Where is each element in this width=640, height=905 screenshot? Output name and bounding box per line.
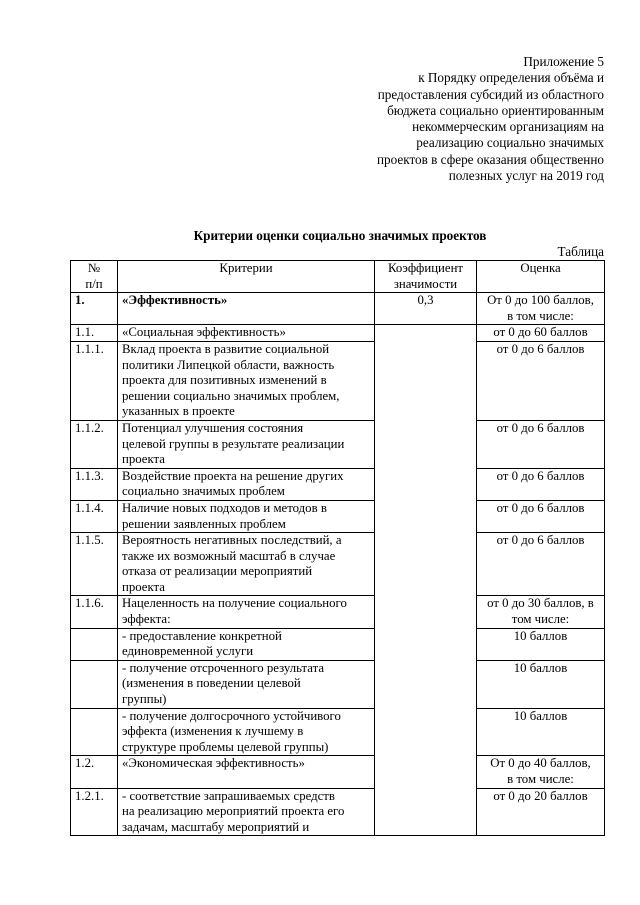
row-coefficient bbox=[375, 500, 477, 532]
row-score bbox=[477, 420, 605, 468]
header-num-line: п/п bbox=[85, 276, 103, 291]
row-number: 1.1. bbox=[71, 325, 118, 342]
score-line: от 0 до 20 баллов bbox=[493, 788, 588, 803]
score-line: 10 баллов bbox=[513, 708, 568, 723]
row-criteria bbox=[118, 596, 375, 628]
score-line: 10 баллов bbox=[513, 628, 568, 643]
score-line: в том числе: bbox=[507, 772, 574, 786]
row-number: 1.1.2. bbox=[71, 420, 118, 468]
table-row bbox=[71, 325, 605, 342]
row-score bbox=[477, 325, 605, 342]
score-line: От 0 до 100 баллов, bbox=[487, 293, 594, 308]
table-row bbox=[71, 660, 605, 708]
row-criteria bbox=[118, 660, 375, 708]
table-row bbox=[71, 500, 605, 532]
criteria-line: решении социально значимых проблем, bbox=[122, 388, 340, 403]
score-line: От 0 до 40 баллов, bbox=[490, 756, 591, 771]
criteria-table bbox=[70, 260, 605, 836]
header-score-line: Оценка bbox=[520, 261, 561, 275]
appendix-header bbox=[377, 54, 604, 184]
row-criteria bbox=[118, 628, 375, 660]
criteria-line: Воздействие проекта на решение других bbox=[122, 468, 344, 483]
criteria-line: эффекта: bbox=[122, 612, 171, 627]
row-coefficient bbox=[375, 596, 477, 628]
appendix-line: полезных услуг на 2019 год bbox=[448, 168, 604, 184]
row-criteria bbox=[118, 325, 375, 342]
row-coefficient bbox=[375, 468, 477, 500]
row-score bbox=[477, 341, 605, 420]
table-row bbox=[71, 293, 605, 325]
criteria-line: структуре проблемы целевой группы) bbox=[122, 739, 329, 754]
header-num bbox=[71, 261, 118, 293]
appendix-line: к Порядку определения объёма и bbox=[418, 70, 604, 86]
criteria-line: «Экономическая эффективность» bbox=[122, 756, 305, 771]
row-score bbox=[477, 500, 605, 532]
row-coefficient bbox=[375, 533, 477, 596]
criteria-line: политики Липецкой области, важность bbox=[122, 357, 335, 372]
row-coefficient bbox=[375, 788, 477, 836]
appendix-line: Приложение 5 bbox=[523, 54, 604, 69]
appendix-line: проектов в сфере оказания общественно bbox=[376, 151, 604, 167]
table-row bbox=[71, 596, 605, 628]
score-line: 10 баллов bbox=[513, 660, 568, 675]
criteria-line: целевой группы в результате реализации bbox=[122, 436, 345, 451]
row-number: 1.1.1. bbox=[71, 341, 118, 420]
criteria-line: задачам, масштабу мероприятий и bbox=[122, 819, 310, 834]
row-coefficient bbox=[375, 660, 477, 708]
table-header-row bbox=[71, 261, 605, 293]
row-criteria bbox=[118, 293, 375, 325]
table-row bbox=[71, 420, 605, 468]
table-body bbox=[71, 293, 605, 836]
criteria-line: (изменения в поведении целевой bbox=[122, 676, 301, 691]
row-number: 1. bbox=[71, 293, 118, 325]
criteria-line: Потенциал улучшения состояния bbox=[122, 420, 304, 435]
table-label: Таблица bbox=[557, 244, 604, 259]
header-criteria-line: Критерии bbox=[219, 261, 273, 275]
criteria-line: Наличие новых подходов и методов в bbox=[122, 500, 327, 515]
row-number: 1.1.6. bbox=[71, 596, 118, 628]
score-line: от 0 до 6 баллов bbox=[496, 500, 585, 515]
row-coefficient: 0,3 bbox=[375, 293, 477, 325]
row-score bbox=[477, 596, 605, 628]
row-coefficient bbox=[375, 341, 477, 420]
criteria-line: на реализацию мероприятий проекта его bbox=[122, 804, 345, 819]
row-score bbox=[477, 468, 605, 500]
row-number: 1.2. bbox=[71, 756, 118, 788]
header-coef-line: Коэффициент bbox=[387, 261, 464, 275]
row-number: 1.1.5. bbox=[71, 533, 118, 596]
score-line: от 0 до 6 баллов bbox=[496, 420, 585, 435]
row-number: 1.1.3. bbox=[71, 468, 118, 500]
score-line: в том числе: bbox=[507, 308, 574, 323]
score-line: от 0 до 30 баллов, в bbox=[487, 596, 594, 611]
row-number bbox=[71, 660, 118, 708]
row-number: 1.2.1. bbox=[71, 788, 118, 836]
row-criteria bbox=[118, 420, 375, 468]
row-coefficient bbox=[375, 708, 477, 756]
header-coef-line: значимости bbox=[393, 276, 458, 291]
table-row bbox=[71, 533, 605, 596]
row-criteria bbox=[118, 533, 375, 596]
row-score bbox=[477, 756, 605, 788]
appendix-line: некоммерческим организациям на bbox=[412, 119, 604, 135]
table-row bbox=[71, 708, 605, 756]
appendix-line: реализацию социально значимых bbox=[416, 135, 604, 151]
criteria-line: Вероятность негативных последствий, а bbox=[122, 533, 342, 548]
score-line: от 0 до 6 баллов bbox=[496, 468, 585, 483]
row-number: 1.1.4. bbox=[71, 500, 118, 532]
criteria-line: «Социальная эффективность» bbox=[122, 325, 286, 340]
criteria-line: «Эффективность» bbox=[122, 293, 228, 308]
table-row bbox=[71, 341, 605, 420]
header-score bbox=[477, 261, 605, 293]
criteria-line: отказа от реализации мероприятий bbox=[122, 564, 313, 579]
row-number bbox=[71, 708, 118, 756]
row-number bbox=[71, 628, 118, 660]
score-line: от 0 до 6 баллов bbox=[496, 341, 585, 356]
header-criteria bbox=[118, 261, 375, 293]
criteria-line: проекта bbox=[122, 579, 165, 594]
header-coef bbox=[375, 261, 477, 293]
row-coefficient bbox=[375, 756, 477, 788]
score-line: от 0 до 6 баллов bbox=[496, 533, 585, 548]
criteria-line: группы) bbox=[122, 692, 167, 707]
criteria-line: проекта bbox=[122, 452, 165, 467]
document-title: Критерии оценки социально значимых проектов bbox=[193, 228, 487, 243]
row-score bbox=[477, 293, 605, 325]
criteria-line: проекта для позитивных изменений в bbox=[122, 373, 327, 388]
row-score bbox=[477, 788, 605, 836]
row-criteria bbox=[118, 341, 375, 420]
score-line: том числе: bbox=[511, 612, 570, 627]
criteria-line: социально значимых проблем bbox=[122, 484, 285, 499]
row-criteria bbox=[118, 756, 375, 788]
appendix-line: бюджета социально ориентированным bbox=[387, 102, 604, 118]
table-row bbox=[71, 468, 605, 500]
row-coefficient bbox=[375, 628, 477, 660]
criteria-line: Нацеленность на получение социального bbox=[122, 596, 347, 611]
row-score bbox=[477, 533, 605, 596]
row-coefficient bbox=[375, 325, 477, 342]
row-criteria bbox=[118, 468, 375, 500]
table-row bbox=[71, 788, 605, 836]
appendix-line: предоставления субсидий из областного bbox=[377, 86, 604, 102]
criteria-line: единовременной услуги bbox=[122, 644, 254, 659]
criteria-line: - получение отсроченного результата bbox=[122, 660, 324, 675]
row-coefficient bbox=[375, 420, 477, 468]
table-row bbox=[71, 756, 605, 788]
row-score bbox=[477, 660, 605, 708]
criteria-line: указанных в проекте bbox=[122, 404, 235, 419]
table-row bbox=[71, 628, 605, 660]
row-criteria bbox=[118, 500, 375, 532]
criteria-line: Вклад проекта в развитие социальной bbox=[122, 341, 330, 356]
score-line: от 0 до 60 баллов bbox=[493, 325, 588, 340]
criteria-line: эффекта (изменения к лучшему в bbox=[122, 724, 304, 739]
criteria-line: - предоставление конкретной bbox=[122, 628, 282, 643]
header-num-line: № bbox=[87, 261, 101, 275]
criteria-line: решении заявленных проблем bbox=[122, 516, 286, 531]
row-criteria bbox=[118, 788, 375, 836]
criteria-line: также их возможный масштаб в случае bbox=[122, 548, 336, 563]
criteria-line: - соответствие запрашиваемых средств bbox=[122, 788, 335, 803]
row-score bbox=[477, 628, 605, 660]
row-criteria bbox=[118, 708, 375, 756]
criteria-line: - получение долгосрочного устойчивого bbox=[122, 708, 341, 723]
row-score bbox=[477, 708, 605, 756]
